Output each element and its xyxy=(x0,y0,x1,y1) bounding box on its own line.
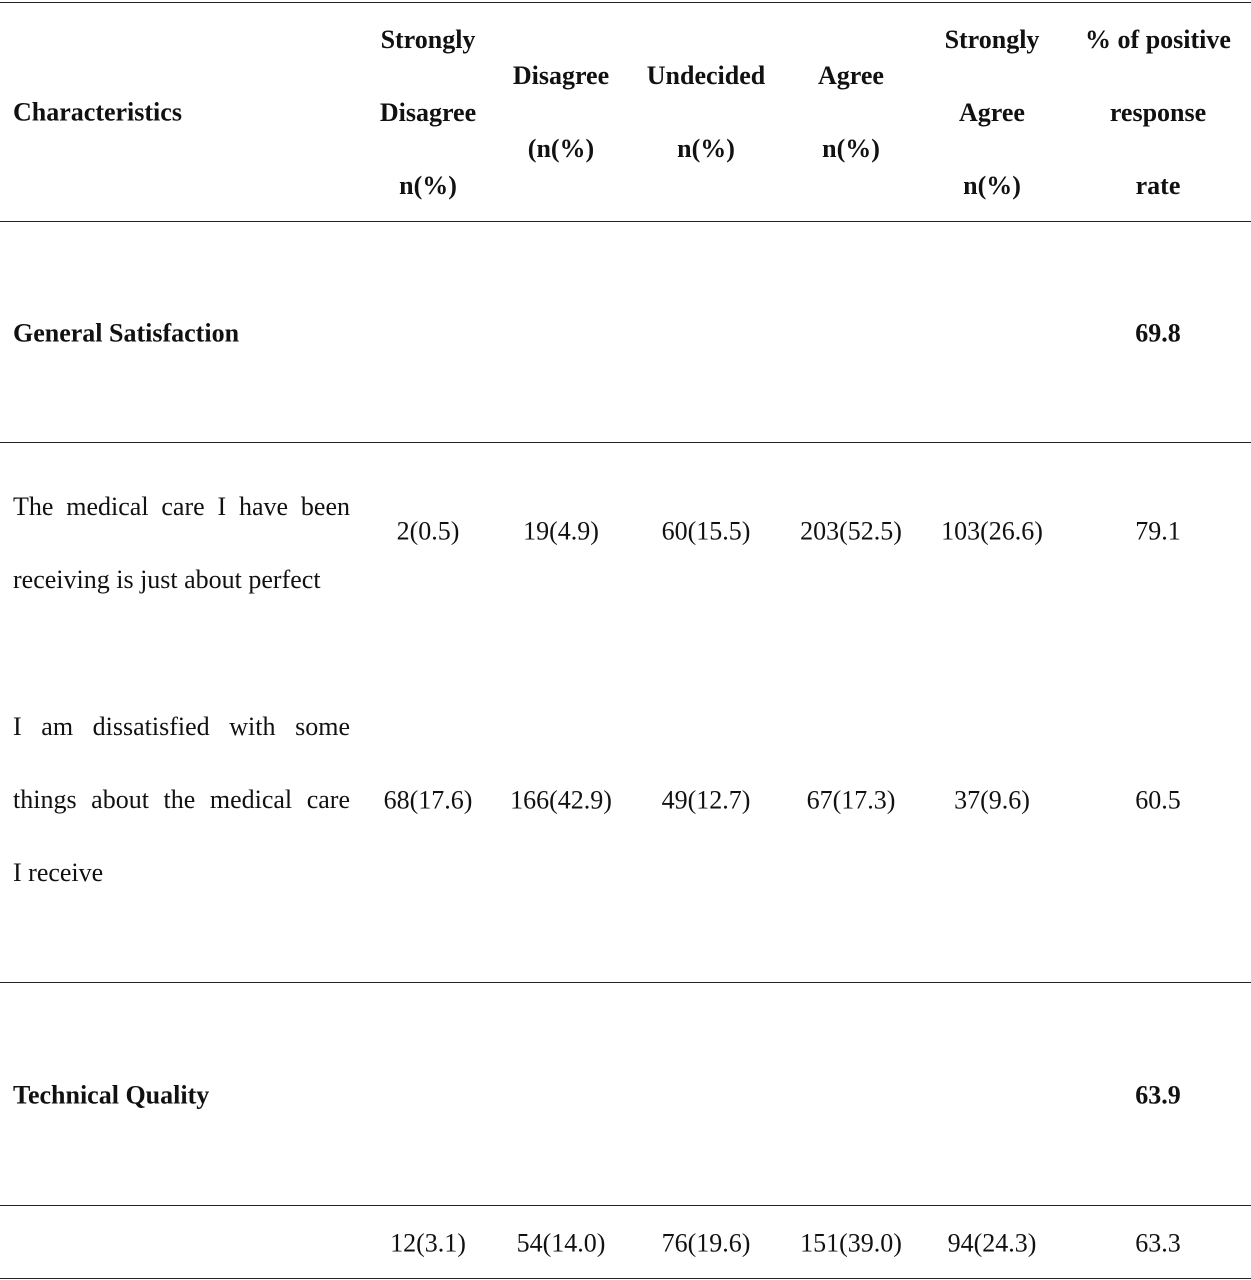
table-bottom-rule xyxy=(0,1278,1251,1279)
cell-strongly-disagree: 68(17.6) xyxy=(383,785,473,815)
header-bottom-rule xyxy=(0,221,1251,222)
section-rule xyxy=(0,442,1251,443)
cell-strongly-disagree: 12(3.1) xyxy=(390,1228,466,1258)
cell-undecided: 60(15.5) xyxy=(661,516,751,546)
cell-agree: 203(52.5) xyxy=(800,516,902,546)
header-strongly-disagree: Strongly Disagree n(%) xyxy=(379,24,477,200)
header-disagree: Disagree (n(%) xyxy=(512,61,610,163)
header-agree: Agree n(%) xyxy=(818,61,884,163)
cell-strongly-agree: 103(26.6) xyxy=(941,516,1043,546)
section-title: Technical Quality xyxy=(13,1080,210,1110)
table-row-statement: I am dissatisfied with some things about the medical care I receive xyxy=(13,712,350,887)
cell-disagree: 19(4.9) xyxy=(523,516,599,546)
cell-positive-rate: 79.1 xyxy=(1135,516,1181,546)
cell-positive-rate: 60.5 xyxy=(1135,785,1181,815)
section-rule xyxy=(0,982,1251,983)
header-characteristics: Characteristics xyxy=(13,97,182,127)
section-rate: 63.9 xyxy=(1135,1080,1181,1110)
table-top-rule xyxy=(0,2,1251,3)
cell-disagree: 166(42.9) xyxy=(510,785,612,815)
cell-undecided: 76(19.6) xyxy=(661,1228,751,1258)
section-rule xyxy=(0,1205,1251,1206)
section-rate: 69.8 xyxy=(1135,318,1181,348)
cell-positive-rate: 63.3 xyxy=(1135,1228,1181,1258)
section-title: General Satisfaction xyxy=(13,318,240,348)
cell-strongly-disagree: 2(0.5) xyxy=(396,516,460,546)
cell-disagree: 54(14.0) xyxy=(516,1228,606,1258)
header-positive-rate: % of positive response rate xyxy=(1085,24,1231,200)
cell-agree: 151(39.0) xyxy=(800,1228,902,1258)
cell-strongly-agree: 94(24.3) xyxy=(947,1228,1037,1258)
header-strongly-agree: Strongly Agree n(%) xyxy=(944,24,1040,200)
cell-agree: 67(17.3) xyxy=(806,785,896,815)
cell-strongly-agree: 37(9.6) xyxy=(954,785,1030,815)
header-undecided: Undecided n(%) xyxy=(646,61,766,163)
cell-undecided: 49(12.7) xyxy=(661,785,751,815)
table-row-statement: The medical care I have been receiving is just about perfect xyxy=(13,492,350,594)
